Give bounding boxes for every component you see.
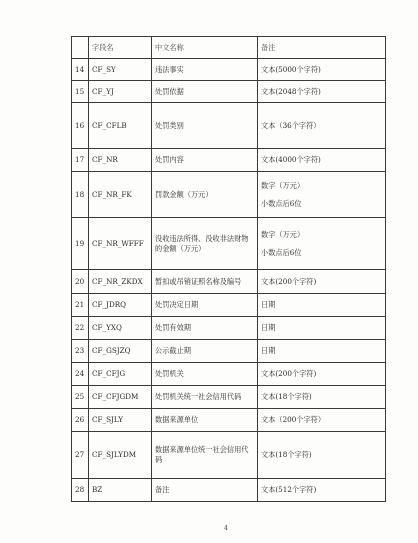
table-row bbox=[72, 432, 386, 479]
row-index: 14 bbox=[72, 59, 89, 81]
row-chinese-name: 处罚决定日期 bbox=[152, 294, 258, 317]
row-chinese-name: 数据来源单位 bbox=[152, 409, 258, 432]
row-index: 23 bbox=[72, 340, 89, 363]
header-chinese-name: 中文名称 bbox=[152, 37, 258, 59]
row-field: BZ bbox=[89, 479, 152, 502]
table-row bbox=[72, 409, 386, 432]
row-field: CF_SJLYDM bbox=[89, 432, 152, 479]
row-chinese-name: 公示截止期 bbox=[152, 340, 258, 363]
row-note: 文本(2048个字符) bbox=[258, 81, 386, 103]
row-field: CF_CFJG bbox=[89, 363, 152, 386]
table-row bbox=[72, 340, 386, 363]
header-field-name: 字段名 bbox=[89, 37, 152, 59]
row-index: 19 bbox=[72, 218, 89, 270]
row-index: 18 bbox=[72, 172, 89, 218]
row-note: 文本(512个字符) bbox=[258, 479, 386, 502]
row-note: 文本(200个字符) bbox=[258, 363, 386, 386]
table-row bbox=[72, 172, 386, 218]
table-row bbox=[72, 218, 386, 270]
row-field: CF_JDRQ bbox=[89, 294, 152, 317]
row-chinese-name: 备注 bbox=[152, 479, 258, 502]
row-field: CF_CFJGDM bbox=[89, 386, 152, 409]
table-row bbox=[72, 294, 386, 317]
row-field: CF_GSJZQ bbox=[89, 340, 152, 363]
row-chinese-name: 违法事实 bbox=[152, 59, 258, 81]
row-note: 文本(200个字符) bbox=[258, 270, 386, 294]
row-field: CF_YXQ bbox=[89, 317, 152, 340]
row-index: 27 bbox=[72, 432, 89, 479]
row-chinese-name: 暂扣或吊销证照名称及编号 bbox=[152, 270, 258, 294]
row-field: CF_CFLB bbox=[89, 103, 152, 149]
row-note bbox=[258, 218, 386, 270]
row-note: 文本(18个字符) bbox=[258, 386, 386, 409]
table-row bbox=[72, 479, 386, 502]
row-chinese-name: 处罚类别 bbox=[152, 103, 258, 149]
row-note bbox=[258, 172, 386, 218]
row-note: 日期 bbox=[258, 294, 386, 317]
row-chinese-name: 处罚机关 bbox=[152, 363, 258, 386]
row-field: CF_SJLY bbox=[89, 409, 152, 432]
row-note-secondary: 小数点后6位 bbox=[261, 247, 302, 257]
row-chinese-name: 处罚依据 bbox=[152, 81, 258, 103]
row-note-primary: 数字（万元） bbox=[261, 180, 305, 190]
table-row bbox=[72, 81, 386, 103]
row-note: 日期 bbox=[258, 340, 386, 363]
row-chinese-name: 处罚机关统一社会信用代码 bbox=[152, 386, 258, 409]
row-field: CF_NR bbox=[89, 149, 152, 172]
row-index: 16 bbox=[72, 103, 89, 149]
row-index: 17 bbox=[72, 149, 89, 172]
row-note-primary: 数字（万元） bbox=[261, 229, 305, 239]
row-index: 21 bbox=[72, 294, 89, 317]
row-note: 文本（36个字符） bbox=[258, 103, 386, 149]
row-field: CF_YJ bbox=[89, 81, 152, 103]
row-note: 文本(18个字符) bbox=[258, 432, 386, 479]
row-chinese-name: 处罚内容 bbox=[152, 149, 258, 172]
table-row bbox=[72, 386, 386, 409]
row-note: 文本(5000个字符) bbox=[258, 59, 386, 81]
row-note: 文本(4000个字符) bbox=[258, 149, 386, 172]
row-field: CF_NR_ZKDX bbox=[89, 270, 152, 294]
row-index: 24 bbox=[72, 363, 89, 386]
table-row bbox=[72, 270, 386, 294]
table-row bbox=[72, 59, 386, 81]
table-row bbox=[72, 317, 386, 340]
row-index: 15 bbox=[72, 81, 89, 103]
header-index bbox=[72, 37, 89, 59]
row-chinese-name: 数据来源单位统一社会信用代码 bbox=[152, 432, 258, 479]
row-index: 22 bbox=[72, 317, 89, 340]
table-header-row bbox=[72, 37, 386, 59]
row-chinese-name: 罚款金额（万元） bbox=[152, 172, 258, 218]
row-chinese-name: 没收违法所得、没收非法财物的金额（万元） bbox=[152, 218, 258, 270]
row-field: CF_SY bbox=[89, 59, 152, 81]
row-index: 25 bbox=[72, 386, 89, 409]
row-note: 日期 bbox=[258, 317, 386, 340]
header-remarks: 备注 bbox=[258, 37, 386, 59]
row-field: CF_NR_WFFF bbox=[89, 218, 152, 270]
row-chinese-name: 处罚有效期 bbox=[152, 317, 258, 340]
table-row bbox=[72, 149, 386, 172]
row-note-secondary: 小数点后6位 bbox=[261, 198, 302, 208]
field-definition-table bbox=[71, 36, 386, 502]
table-row bbox=[72, 103, 386, 149]
row-index: 28 bbox=[72, 479, 89, 502]
row-index: 26 bbox=[72, 409, 89, 432]
table-row bbox=[72, 363, 386, 386]
row-field: CF_NR_FK bbox=[89, 172, 152, 218]
row-index: 20 bbox=[72, 270, 89, 294]
page-number: 4 bbox=[224, 525, 228, 532]
row-note: 文本（200个字符） bbox=[258, 409, 386, 432]
